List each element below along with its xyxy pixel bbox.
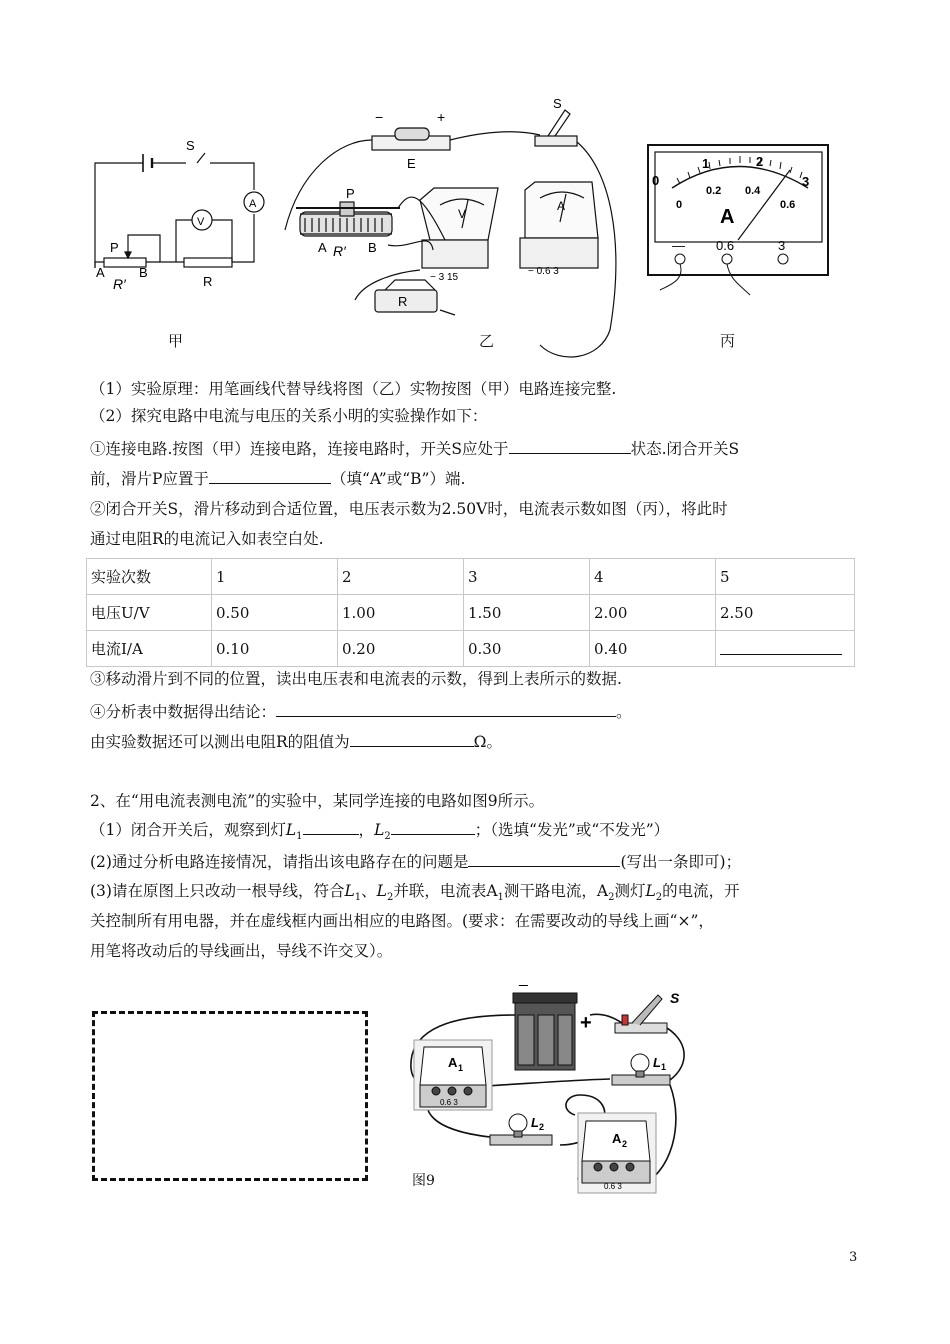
table-cell: 2 (338, 559, 464, 595)
q1-resistance-text-a: 由实验数据还可以测出电阻R的阻值为 (90, 733, 350, 751)
l1-state-blank[interactable] (303, 818, 359, 835)
jia-label-s: S (186, 138, 195, 153)
q2-part3-line1 (90, 880, 740, 909)
l2-subscript: 2 (655, 892, 663, 904)
q2-p3-text-e: 测灯 (614, 882, 646, 900)
yi-label-b: B (368, 240, 377, 255)
yi-label-a-scale: − 0.6 3 (528, 266, 559, 277)
l2-subscript: 2 (386, 892, 394, 904)
q2-p3-text-b: 、 (361, 882, 377, 900)
fig9-scale2: 0.6 3 (604, 1182, 622, 1191)
fig9-minus: − (518, 985, 529, 995)
table-cell: 0.50 (212, 595, 338, 631)
switch (615, 995, 667, 1033)
data-table (86, 558, 855, 667)
yi-label-v-scale: − 3 15 (430, 272, 459, 283)
ammeter-dial-bing (648, 145, 828, 295)
circuit-diagram-jia (95, 153, 264, 268)
bing-b02: 0.2 (706, 185, 722, 197)
q1-step1-text-c: 前，滑片P应置于 (90, 470, 209, 488)
q1-step2-line1: ②闭合开关S，滑片移动到合适位置，电压表示数为2.50V时，电流表示数如图（丙），将此时 (90, 500, 728, 518)
bing-minus: — (672, 238, 685, 253)
table-cell: 2.50 (716, 595, 855, 631)
table-row (87, 631, 855, 667)
lamp-l2-symbol: L (645, 882, 656, 900)
q1-part2: （2）探究电路中电流与电压的关系小明的实验操作如下： (90, 407, 488, 425)
bing-p3: 3 (778, 238, 786, 253)
q2-p2-text-b: (写出一条即可)； (620, 853, 742, 871)
table-cell: 0.20 (338, 631, 464, 667)
caption-jia: 甲 (168, 332, 184, 350)
table-cell: 1.00 (338, 595, 464, 631)
a2-subscript: 2 (608, 892, 615, 904)
table-cell: 3 (464, 559, 590, 595)
table-cell: 1.50 (464, 595, 590, 631)
fig9-a2: A (612, 1131, 622, 1146)
yi-label-a: A (318, 240, 327, 255)
fig9-l1: L (653, 1055, 661, 1070)
q2-p1-text-c: ；（选填“发光”或“不发光”） (474, 821, 670, 839)
jia-label-r: R (203, 274, 213, 289)
yi-label-minus: − (375, 109, 384, 125)
jia-label-rprime: R′ (113, 276, 126, 292)
q2-p3-text-f: 的电流，开 (662, 882, 740, 900)
q2-p3-text-c: 并联，电流表A (393, 882, 498, 900)
l2-state-blank[interactable] (391, 818, 475, 835)
lamp-l2-symbol: L (376, 882, 387, 900)
figure-9-circuit (400, 985, 700, 1200)
bing-t2: 2 (756, 154, 764, 169)
lamp-l2-symbol: L (374, 821, 385, 839)
bing-unit: A (720, 206, 735, 228)
problem-blank[interactable] (468, 850, 620, 867)
jia-label-p: P (110, 240, 119, 255)
fig9-a1: A (448, 1055, 458, 1070)
q2-part3-line3: 用笔将改动后的导线画出，导线不许交叉）。 (90, 942, 393, 960)
q1-step4 (90, 700, 632, 723)
l2-subscript: 2 (384, 831, 391, 843)
apparatus-yi (285, 110, 616, 357)
q2-title: 2、在“用电流表测电流”的实验中，某同学连接的电路如图9所示。 (90, 792, 545, 810)
table-cell: 0.10 (212, 631, 338, 667)
q2-part2 (90, 850, 741, 873)
q1-step4-text-a: ④分析表中数据得出结论： (90, 703, 277, 721)
fig9-plus: + (580, 1012, 592, 1034)
q1-step1-line1 (90, 437, 739, 460)
fig9-l2: L (531, 1115, 539, 1130)
yi-label-plus: + (437, 109, 446, 125)
q1-step1-text-b: 状态.闭合开关S (630, 440, 740, 458)
battery (513, 993, 577, 1070)
caption-bing: 丙 (720, 332, 736, 350)
q1-step1-text-d: （填“A”或“B”）端. (330, 470, 466, 488)
yi-label-a-meter: A (557, 199, 566, 213)
q1-step2-line2: 通过电阻R的电流记入如表空白处. (90, 530, 324, 548)
q2-p2-text-a: (2)通过分析电路连接情况，请指出该电路存在的问题是 (90, 853, 469, 871)
fig9-a1-sub: 1 (458, 1063, 464, 1073)
table-cell: 电流I/A (87, 631, 212, 667)
top-figures (0, 90, 950, 360)
table-cell: 1 (212, 559, 338, 595)
current-answer-cell[interactable] (716, 631, 855, 667)
q1-step1-text-a: ①连接电路.按图（甲）连接电路，连接电路时，开关S应处于 (90, 440, 509, 458)
yi-label-p: P (346, 186, 355, 201)
table-cell: 2.00 (590, 595, 716, 631)
yi-label-e: E (407, 156, 416, 171)
table-row (87, 595, 855, 631)
fig9-l1-sub: 1 (661, 1062, 667, 1072)
table-cell: 5 (716, 559, 855, 595)
yi-label-s: S (553, 96, 562, 111)
bing-t1: 1 (702, 156, 710, 171)
lamp-l1-symbol: L (344, 882, 355, 900)
q2-p3-text-d: 测干路电流，A (503, 882, 609, 900)
table-cell: 实验次数 (87, 559, 212, 595)
page-number: 3 (849, 1250, 858, 1265)
q2-part1 (90, 818, 669, 848)
table-cell: 0.40 (590, 631, 716, 667)
yi-label-r: R (398, 294, 408, 309)
l1-subscript: 1 (354, 892, 362, 904)
switch-state-blank[interactable] (509, 437, 631, 454)
fig9-a2-sub: 2 (622, 1139, 628, 1149)
q1-step4-text-b: 。 (616, 703, 632, 721)
q1-resistance (90, 730, 502, 753)
ammeter-a2 (578, 1113, 656, 1193)
l1-subscript: 1 (296, 831, 303, 843)
a1-subscript: 1 (497, 892, 504, 904)
q2-p1-text-b: ， (358, 821, 375, 839)
bing-b06: 0.6 (780, 199, 796, 211)
fig9-s: S (670, 990, 680, 1006)
table-row (87, 559, 855, 595)
jia-label-ammeter: A (249, 198, 257, 210)
figure-9-caption: 图9 (412, 1173, 435, 1189)
lamp-l1-symbol: L (285, 821, 297, 839)
table-cell: 4 (590, 559, 716, 595)
q2-part3-line2: 关控制所有用电器，并在虚线框内画出相应的电路图。(要求：在需要改动的导线上画“×”， (90, 912, 714, 930)
bing-p06: 0.6 (716, 238, 735, 253)
jia-label-b: B (139, 265, 148, 280)
bing-b04: 0.4 (745, 185, 761, 197)
caption-yi: 乙 (479, 332, 495, 350)
conclusion-blank[interactable] (276, 700, 616, 717)
resistance-blank[interactable] (350, 730, 474, 747)
jia-label-a: A (96, 265, 105, 280)
slider-end-blank[interactable] (209, 467, 331, 484)
bing-b0: 0 (676, 199, 683, 211)
q1-part1: （1）实验原理：用笔画线代替导线将图（乙）实物按图（甲）电路连接完整. (90, 380, 617, 398)
fig9-l2-sub: 2 (539, 1122, 545, 1132)
bing-t0: 0 (652, 173, 660, 188)
q2-p3-text-a: (3)请在原图上只改动一根导线，符合 (90, 882, 345, 900)
q1-step3: ③移动滑片到不同的位置，读出电压表和电流表的示数，得到上表所示的数据. (90, 670, 622, 688)
table-cell: 电压U/V (87, 595, 212, 631)
current-answer-blank[interactable] (720, 638, 842, 655)
q2-p1-text-a: （1）闭合开关后，观察到灯 (90, 821, 286, 839)
jia-label-voltmeter: V (197, 216, 205, 228)
fig9-scale1: 0.6 3 (440, 1098, 458, 1107)
bing-t3: 3 (802, 174, 810, 189)
q1-resistance-text-b: Ω。 (473, 733, 503, 751)
answer-drawing-box[interactable] (92, 1011, 368, 1181)
yi-label-v: V (458, 207, 467, 221)
table-cell: 0.30 (464, 631, 590, 667)
yi-label-rprime: R′ (333, 243, 346, 259)
q1-step1-line2 (90, 467, 465, 490)
